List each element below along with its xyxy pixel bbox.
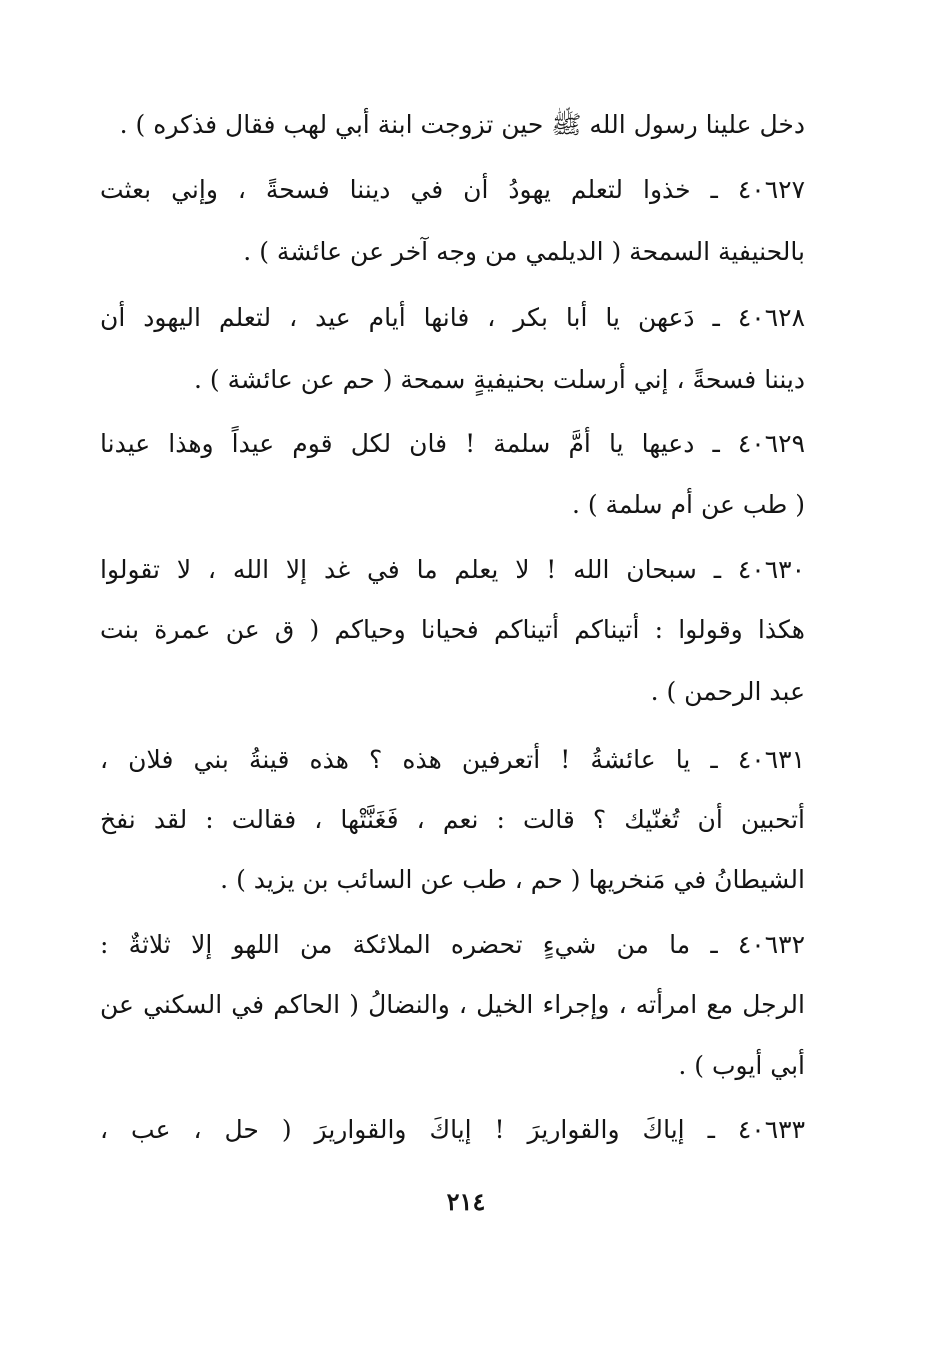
hadith-40628-line-2: ديننا فسحةً ، إني أرسلت بحنيفيةٍ سمحة ( حم عن عائشة ) . bbox=[194, 365, 805, 394]
hadith-40630-line-2: هكذا وقولوا : أتيناكم أتيناكم فحيانا وحياكم ( ق عن عمرة بنت bbox=[100, 615, 805, 644]
text-line-1: دخل علينا رسول الله ﷺ حين تزوجت ابنة أبي لهب فقال فذكره ) . bbox=[119, 110, 805, 139]
hadith-40630-line-3: عبد الرحمن ) . bbox=[650, 677, 805, 706]
hadith-40633-line-1: ٤٠٦٣٣ ـ إياكَ والقواريرَ ! إياكَ والقواريرَ ( حل ، عب ، bbox=[100, 1115, 805, 1144]
hadith-40631-line-3: الشيطانُ في مَنخريها ( حم ، طب عن السائب بن يزيد ) . bbox=[220, 865, 805, 894]
hadith-40632-line-3: أبي أيوب ) . bbox=[678, 1051, 805, 1080]
hadith-40631-line-2: أتحبين أن تُغنّيك ؟ قالت : نعم ، فَغَنَّتْها ، فقالت : لقد نفخ bbox=[100, 805, 805, 834]
hadith-40630-line-1: ٤٠٦٣٠ ـ سبحان الله ! لا يعلم ما في غد إلا الله ، لا تقولوا bbox=[100, 555, 805, 584]
hadith-40632-line-2: الرجل مع امرأته ، وإجراء الخيل ، والنضالُ ( الحاكم في السكني عن bbox=[100, 990, 805, 1019]
hadith-40628-line-1: ٤٠٦٢٨ ـ دَعهن يا أبا بكر ، فانها أيام عيد ، لتعلم اليهود أن bbox=[100, 303, 805, 332]
hadith-40627-line-1: ٤٠٦٢٧ ـ خذوا لتعلم يهودُ أن في ديننا فسحةً ، وإني بعثت bbox=[100, 175, 805, 204]
hadith-40627-line-2: بالحنيفية السمحة ( الديلمي من وجه آخر عن عائشة ) . bbox=[243, 237, 805, 266]
hadith-40629-line-1: ٤٠٦٢٩ ـ دعيها يا أمَّ سلمة ! فان لكل قوم عيداً وهذا عيدنا bbox=[100, 429, 805, 458]
page-number: ٢١٤ bbox=[446, 1187, 486, 1216]
hadith-40629-line-2: ( طب عن أم سلمة ) . bbox=[571, 490, 805, 519]
hadith-40631-line-1: ٤٠٦٣١ ـ يا عائشةُ ! أتعرفين هذه ؟ هذه قينةُ بني فلان ، bbox=[100, 745, 805, 774]
hadith-40632-line-1: ٤٠٦٣٢ ـ ما من شيءٍ تحضره الملائكة من اللهو إلا ثلاثةٌ : bbox=[100, 930, 805, 959]
